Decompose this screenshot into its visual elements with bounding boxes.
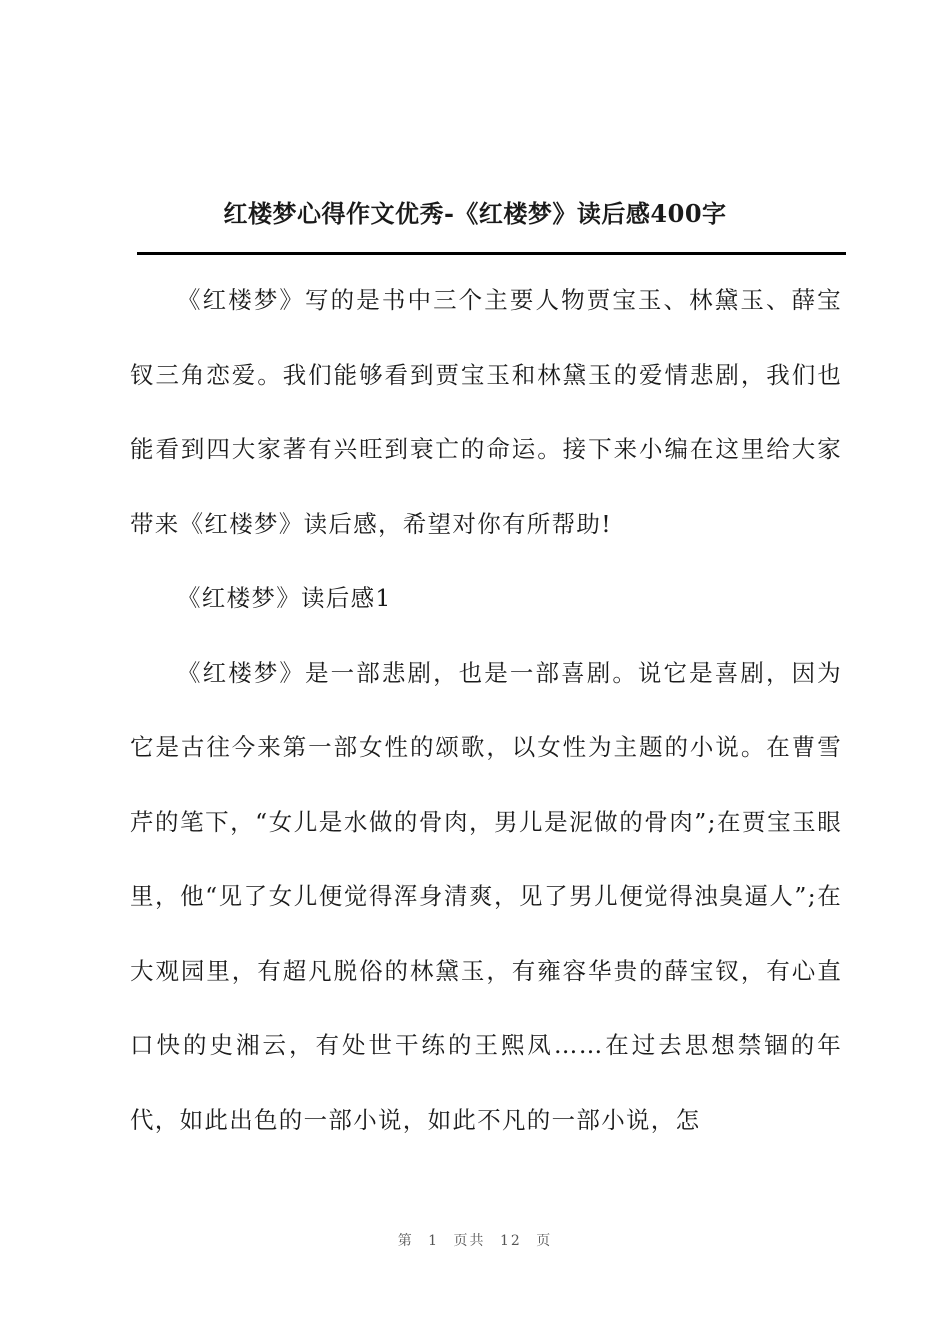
page-number-footer: 第 1 页共 12 页 bbox=[397, 1233, 553, 1249]
page-title: 红楼梦心得作文优秀-《红楼梦》读后感400字 bbox=[223, 199, 727, 228]
intro-paragraph: 《红楼梦》写的是书中三个主要人物贾宝玉、林黛玉、薛宝钗三角恋爱。我们能够看到贾宝玉和林黛玉的爱情悲剧，我们也能看到四大家著有兴旺到衰亡的命运。接下来小编在这里给大家带来《红楼梦》读后感，希望对你有所帮助! bbox=[130, 286, 842, 538]
body-paragraph: 《红楼梦》是一部悲剧，也是一部喜剧。说它是喜剧，因为它是古往今来第一部女性的颂歌，以女性为主题的小说。在曹雪芹的笔下，“女儿是水做的骨肉，男儿是泥做的骨肉”;在贾宝玉眼里，他“见了女儿便觉得浑身清爽，见了男儿便觉得浊臭逼人”;在大观园里，有超凡脱俗的林黛玉，有雍容华贵的薛宝钗，有心直口快的史湘云，有处世干练的王熙凤……在过去思想禁锢的年代，如此出色的一部小说，如此不凡的一部小说，怎 bbox=[130, 658, 842, 1134]
section-heading: 《红楼梦》读后感1 bbox=[177, 584, 392, 612]
title-divider bbox=[137, 252, 846, 255]
document-body bbox=[130, 263, 842, 1157]
